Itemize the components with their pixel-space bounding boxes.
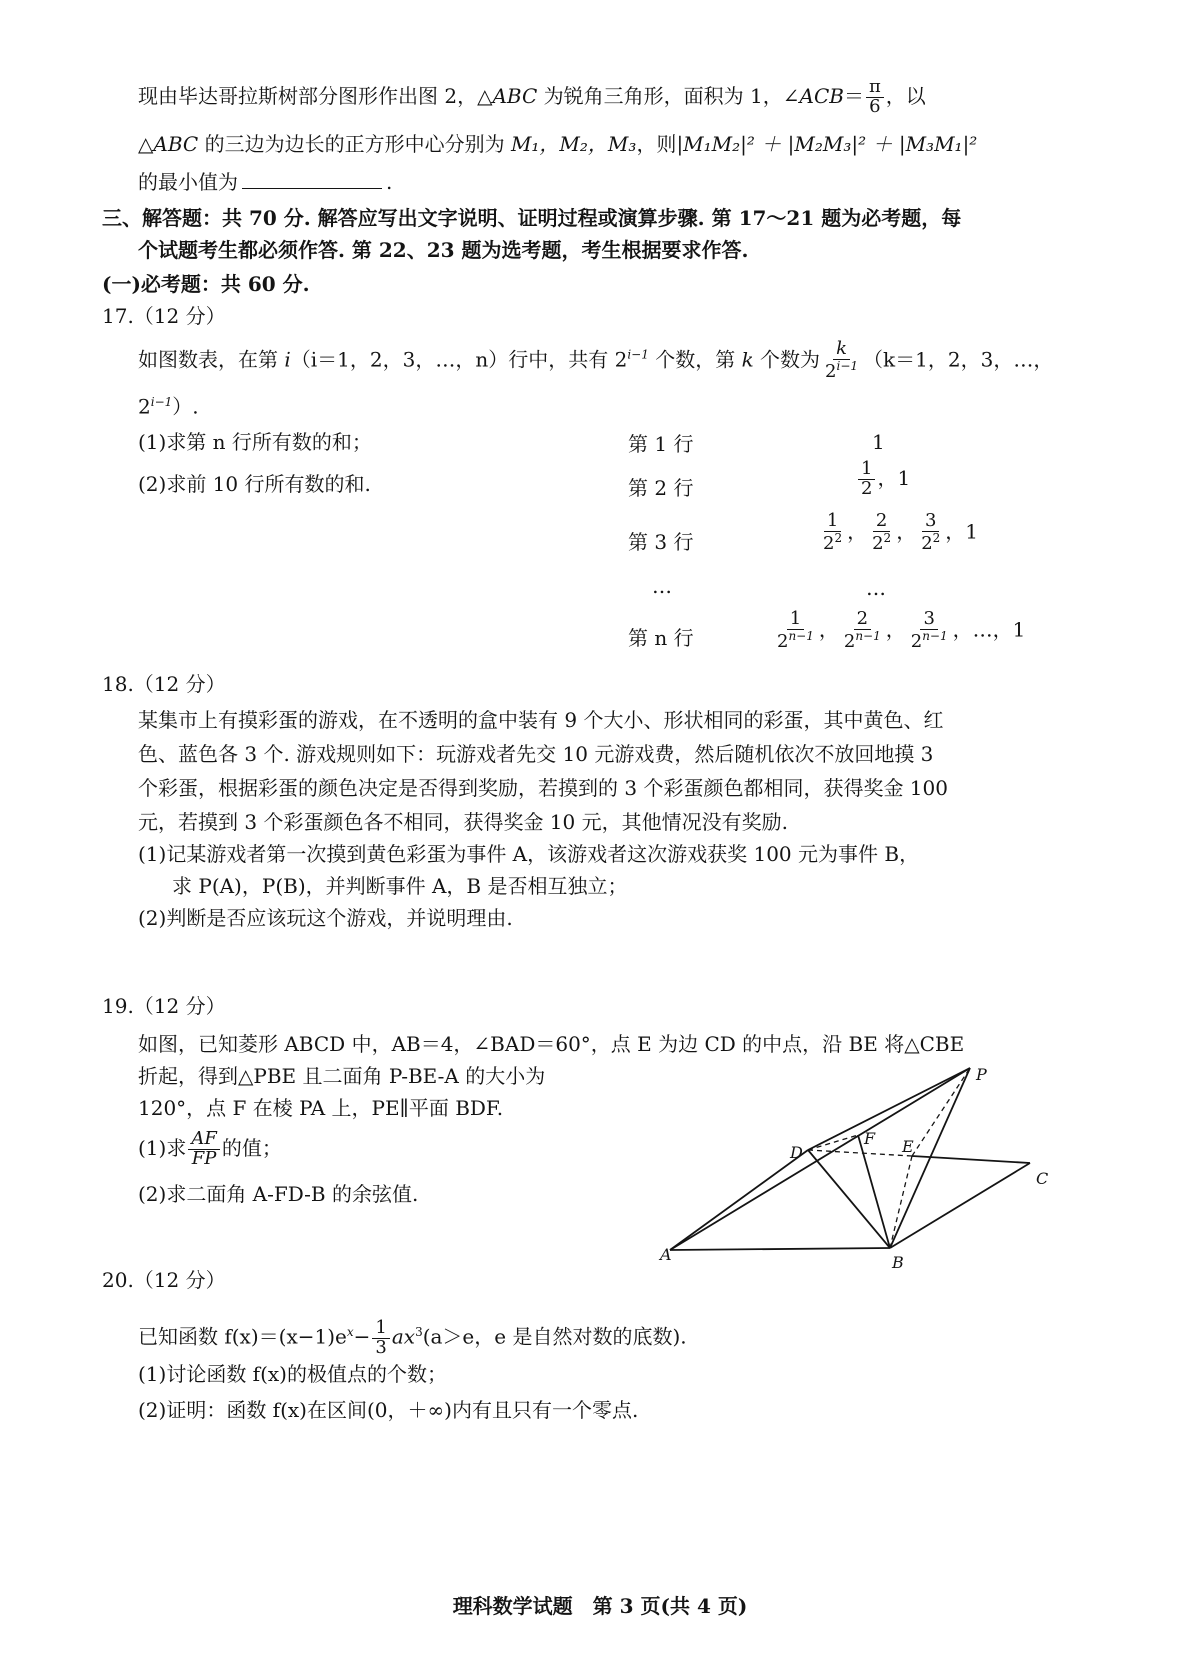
edge-BD bbox=[808, 1150, 890, 1248]
edge-BC bbox=[890, 1163, 1030, 1248]
q16-line3: 的最小值为 . bbox=[138, 170, 393, 194]
answer-blank bbox=[242, 168, 382, 189]
q18-line7: (2)判断是否应该玩这个游戏，并说明理由. bbox=[138, 906, 513, 930]
row1-label: 第 1 行 bbox=[628, 432, 694, 456]
q17-intro-cont: $2^{i-1}$）. bbox=[138, 394, 199, 419]
q19-sub1: (1)求 $\frac{AF}{FP}$ 的值； bbox=[138, 1128, 282, 1169]
label-E: E bbox=[902, 1137, 914, 1156]
q19-line2: 折起，得到△PBE 且二面角 P-BE-A 的大小为 bbox=[138, 1064, 546, 1088]
q16-line1: 现由毕达哥拉斯树部分图形作出图 2，△ABC 为锐角三角形，面积为 1，∠ACB＝ $\frac{\pi}{6}$ ，以 bbox=[138, 76, 926, 117]
q20-sub2: (2)证明：函数 f(x)在区间(0，＋∞)内有且只有一个零点. bbox=[138, 1398, 639, 1422]
edge-BF bbox=[858, 1135, 890, 1248]
row1-values: 1 bbox=[872, 430, 885, 454]
q18-line3: 个彩蛋，根据彩蛋的颜色决定是否得到奖励，若摸到的 3 个彩蛋颜色都相同，获得奖金 100 bbox=[138, 776, 948, 800]
q18-line4: 元，若摸到 3 个彩蛋颜色各不相同，获得奖金 10 元，其他情况没有奖励. bbox=[138, 810, 788, 834]
q19-line1: 如图，已知菱形 ABCD 中，AB＝4，∠BAD＝60°，点 E 为边 CD 的中点，沿 BE 将△CBE bbox=[138, 1032, 965, 1056]
q19-head: 19.（12 分） bbox=[102, 994, 226, 1018]
page-footer: 理科数学试题 第 3 页(共 4 页) bbox=[452, 1594, 748, 1618]
row2-label: 第 2 行 bbox=[628, 476, 694, 500]
section3-part1: (一)必考题：共 60 分. bbox=[102, 272, 310, 296]
edge-DE bbox=[808, 1150, 912, 1156]
rhombus-fold-figure bbox=[640, 1060, 1080, 1280]
q17-sub1: (1)求第 n 行所有数的和； bbox=[138, 430, 372, 454]
q17-head: 17.（12 分） bbox=[102, 304, 226, 328]
edge-AP bbox=[670, 1068, 970, 1250]
q18-head: 18.（12 分） bbox=[102, 672, 226, 696]
q18-line1: 某集市上有摸彩蛋的游戏，在不透明的盒中装有 9 个大小、形状相同的彩蛋，其中黄色、红 bbox=[138, 708, 944, 732]
label-D: D bbox=[790, 1143, 803, 1162]
q20-sub1: (1)讨论函数 f(x)的极值点的个数； bbox=[138, 1362, 447, 1386]
dots-label: … bbox=[652, 574, 672, 598]
row2-values: $\frac{1}{2}$ ，1 bbox=[856, 460, 910, 499]
label-A: A bbox=[660, 1245, 672, 1264]
pi-over-six: $\frac{\pi}{6}$ bbox=[866, 78, 884, 117]
q16-line2: △ABC 的三边为边长的正方形中心分别为 M₁，M₂，M₃，则|M₁M₂|² ＋ |M₂M₃|² ＋ |M₃M₁|² bbox=[138, 132, 978, 156]
section3-line1: 三、解答题：共 70 分. 解答应写出文字说明、证明过程或演算步骤. 第 17～21 题为必考题，每 bbox=[102, 206, 962, 230]
q20-head: 20.（12 分） bbox=[102, 1268, 226, 1292]
section3-line2: 个试题考生都必须作答. 第 22、23 题为选考题，考生根据要求作答. bbox=[138, 238, 749, 262]
row3-values: $\frac{1}{2^2}$ ， $\frac{2}{2^2}$ ， $\frac{3}{2^2}$ ，1 bbox=[823, 510, 979, 554]
edge-EB bbox=[890, 1156, 912, 1248]
q20-line1: 已知函数 $f(x)=(x-1)e^x-$ $\frac{1}{3}$ $ax^3(a>e$，e 是自然对数的底数). bbox=[138, 1316, 687, 1358]
label-C: C bbox=[1036, 1169, 1049, 1188]
q19-line3: 120°，点 F 在棱 PA 上，PE∥平面 BDF. bbox=[138, 1096, 504, 1120]
edge-AB bbox=[670, 1248, 890, 1250]
q17-intro: 如图数表，在第 i（i＝1，2，3，…，n）行中，共有 $2^{i-1}$ 个数，第 k 个数为 $\frac{k}{2^{i-1}}$ （k＝1，2，3，…， bbox=[138, 338, 1054, 382]
q17-sub2: (2)求前 10 行所有数的和. bbox=[138, 472, 371, 496]
row3-label: 第 3 行 bbox=[628, 530, 694, 554]
q18-line2: 色、蓝色各 3 个. 游戏规则如下：玩游戏者先交 10 元游戏费，然后随机依次不放回地摸 3 bbox=[138, 742, 934, 766]
q19-sub2: (2)求二面角 A-FD-B 的余弦值. bbox=[138, 1182, 419, 1206]
rown-values: $\frac{1}{2^{n-1}}$ ， $\frac{2}{2^{n-1}}$ ， $\frac{3}{2^{n-1}}$ ，…，1 bbox=[777, 608, 1026, 652]
edge-EP bbox=[912, 1068, 970, 1156]
dots-values: … bbox=[866, 576, 886, 600]
q18-line5: (1)记某游戏者第一次摸到黄色彩蛋为事件 A，该游戏者这次游戏获奖 100 元为事件 B， bbox=[138, 842, 920, 866]
rown-label: 第 n 行 bbox=[628, 626, 694, 650]
label-P: P bbox=[976, 1065, 987, 1084]
edge-AD bbox=[670, 1150, 808, 1250]
edge-DP bbox=[808, 1068, 970, 1150]
k-fraction: $\frac{k}{2^{i-1}}$ bbox=[825, 338, 859, 382]
q18-line6: 求 P(A)，P(B)，并判断事件 A，B 是否相互独立； bbox=[172, 874, 628, 898]
label-F: F bbox=[864, 1129, 876, 1148]
label-B: B bbox=[892, 1253, 904, 1272]
